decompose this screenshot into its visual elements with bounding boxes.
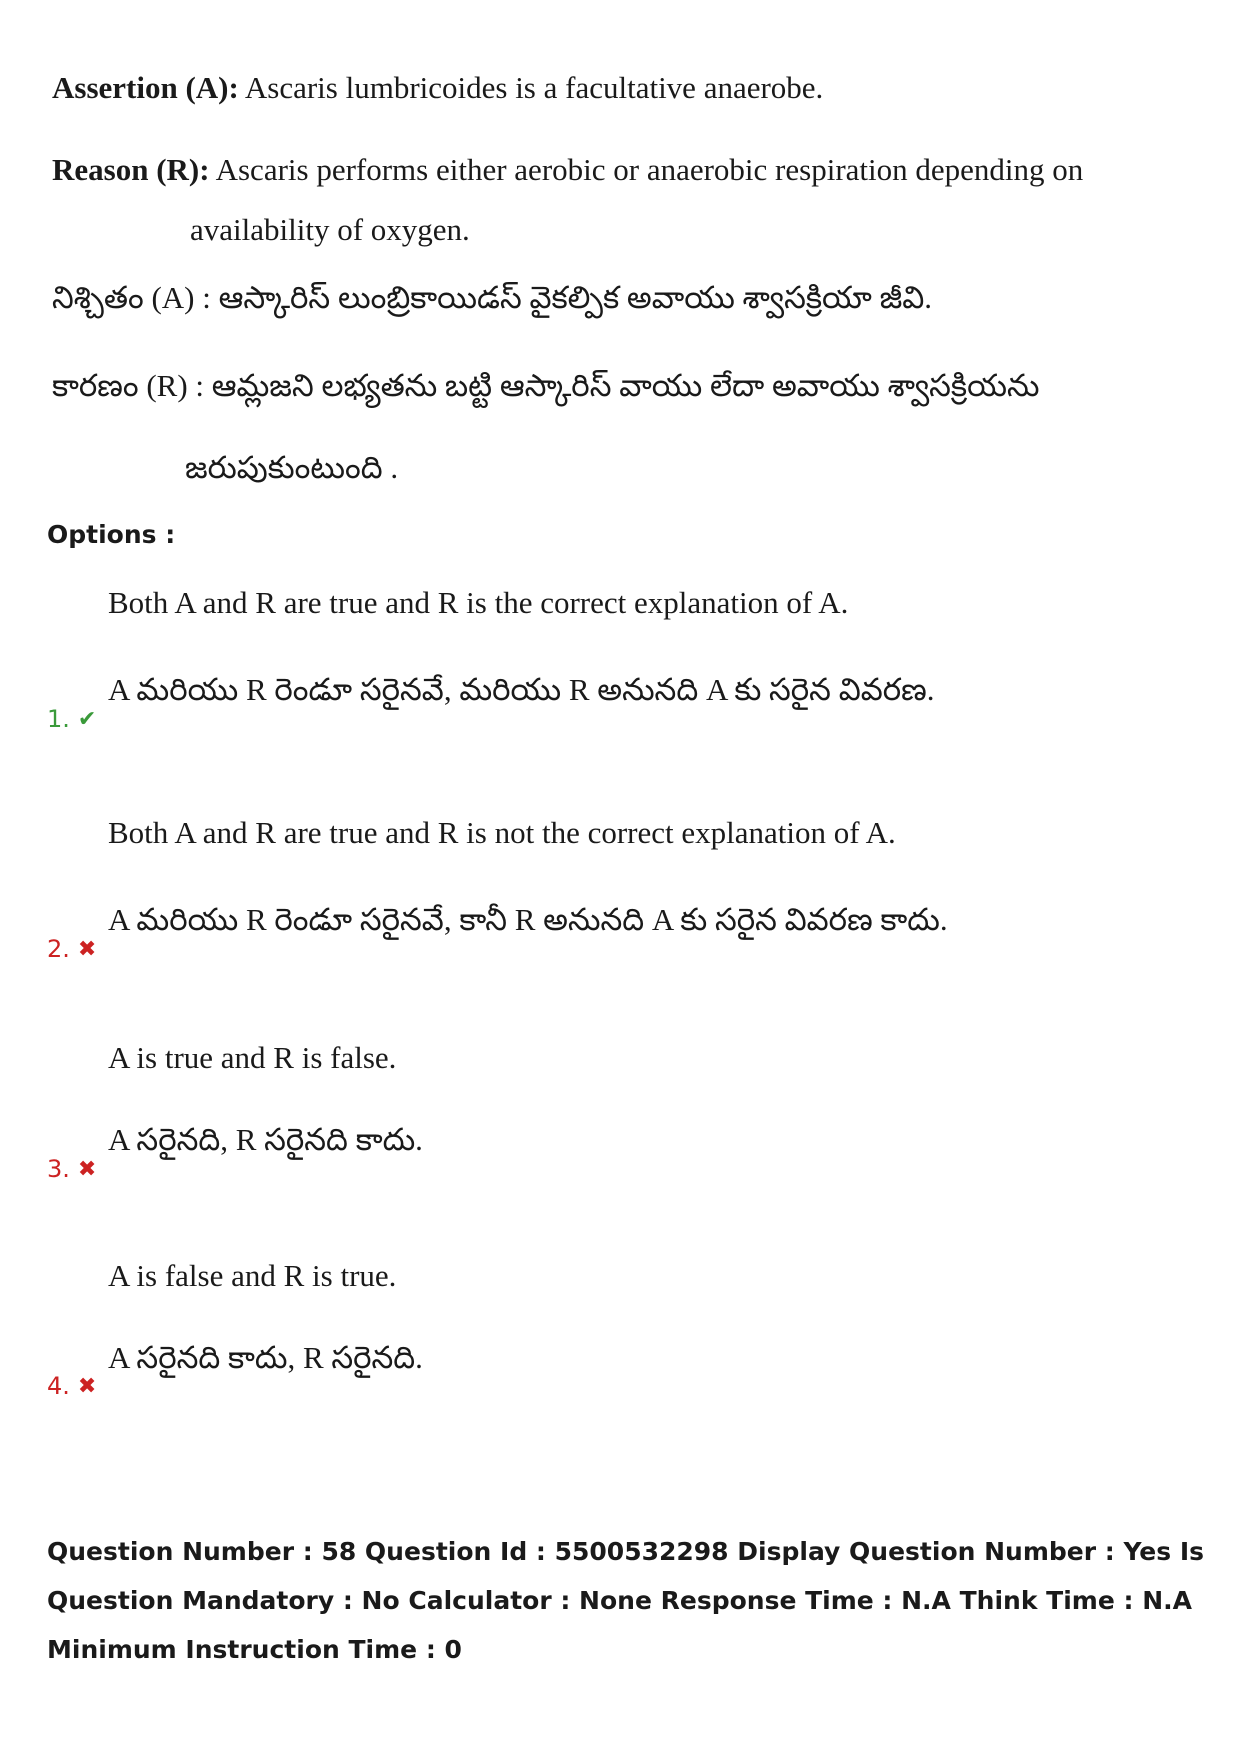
assertion-text: Ascaris lumbricoides is a facultative anaerobe. xyxy=(238,70,824,105)
option-4-english: A is false and R is true. xyxy=(108,1258,397,1293)
option-2-telugu: A మరియు R రెండూ సరైనవే, కానీ R అనునది A కు సరైన వివరణ కాదు. xyxy=(108,902,948,937)
options-label: Options : xyxy=(47,520,176,549)
cross-icon: ✖ xyxy=(77,937,97,962)
option-number: 1. xyxy=(47,705,70,733)
reason-telugu-1: కారణం (R) : ఆమ్లజని లభ్యతను బట్టి ఆస్కారిస్ వాయు లేదా అవాయు శ్వాసక్రియను xyxy=(52,368,1040,403)
option-1-telugu: A మరియు R రెండూ సరైనవే, మరియు R అనునది A కు సరైన వివరణ. xyxy=(108,672,935,707)
option-4-number xyxy=(47,1372,96,1400)
cross-icon: ✖ xyxy=(77,1157,97,1182)
option-1-number xyxy=(47,705,96,733)
assertion-line xyxy=(52,70,823,106)
assertion-label: Assertion (A): xyxy=(52,70,239,105)
option-2-number xyxy=(47,935,96,963)
option-number: 2. xyxy=(47,935,70,963)
reason-line-2: availability of oxygen. xyxy=(190,212,470,247)
check-icon: ✔ xyxy=(77,707,97,732)
assertion-telugu: నిశ్చితం (A) : ఆస్కారిస్ లుంబ్రికాయిడస్ వైకల్పిక అవాయు శ్వాసక్రియా జీవి. xyxy=(52,280,933,315)
option-3-telugu: A సరైనది, R సరైనది కాదు. xyxy=(108,1122,423,1157)
option-1-english: Both A and R are true and R is the correct explanation of A. xyxy=(108,585,849,620)
option-4-telugu: A సరైనది కాదు, R సరైనది. xyxy=(108,1340,423,1375)
reason-text-1: Ascaris performs either aerobic or anaerobic respiration depending on xyxy=(209,152,1084,187)
question-metadata: Question Number : 58 Question Id : 5500532298 Display Question Number : Yes Is Question Mandatory : No Calculator : None Response Time : N.A Think Time : N.A Minimum Instruction Time : 0 xyxy=(47,1537,1205,1664)
reason-line-1 xyxy=(52,152,1083,188)
option-3-number xyxy=(47,1155,96,1183)
cross-icon: ✖ xyxy=(77,1374,97,1399)
option-3-english: A is true and R is false. xyxy=(108,1040,397,1075)
reason-label: Reason (R): xyxy=(52,152,210,187)
option-number: 4. xyxy=(47,1372,70,1400)
option-2-english: Both A and R are true and R is not the correct explanation of A. xyxy=(108,815,896,850)
reason-telugu-2: జరుపుకుంటుంది . xyxy=(185,450,399,485)
option-number: 3. xyxy=(47,1155,70,1183)
